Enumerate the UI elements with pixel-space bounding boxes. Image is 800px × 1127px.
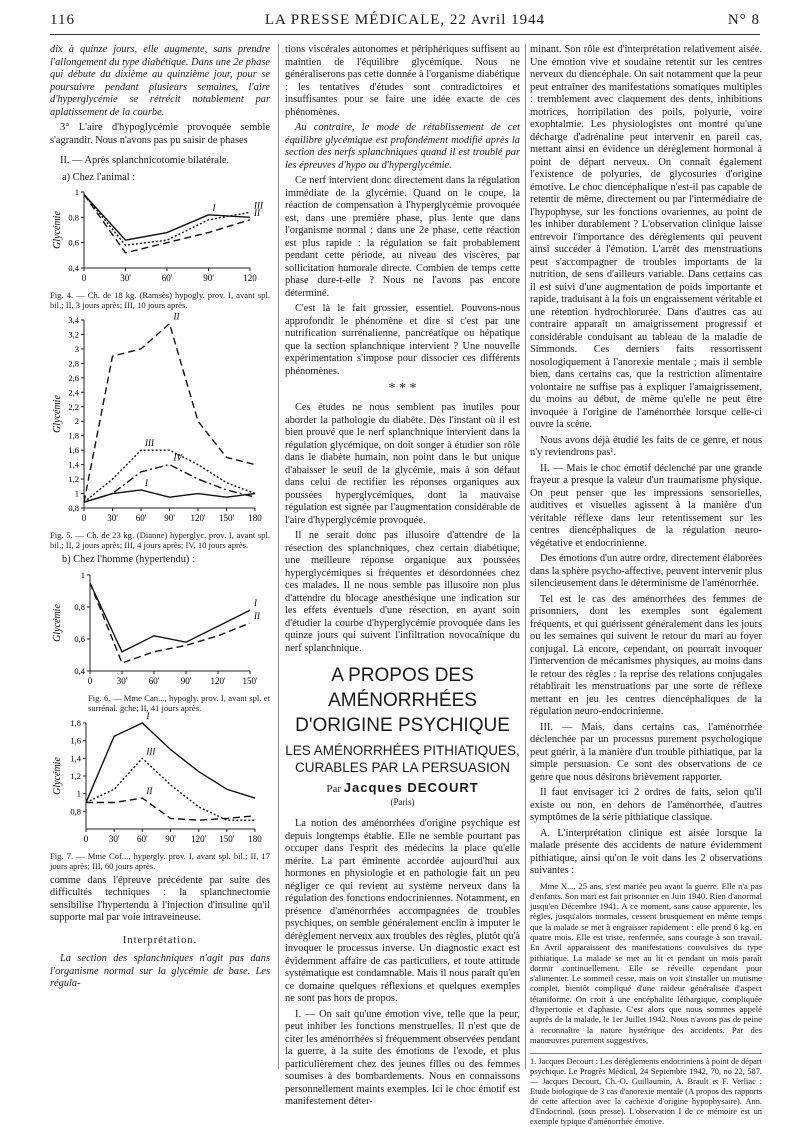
paragraph: II. — Mais le choc émotif déclenché par une grande frayeur a presque la valeur d'un traumatisme physique. On peut penser que les impressions sensorielles, auditives et visuelles agissent à la manière d'un véritable réflexe dans leur retentissement sur les centres diencéphaliques de la régulation neuro-végétative et endocrinienne. xyxy=(530,462,762,549)
series-line xyxy=(84,490,255,502)
column-2 xyxy=(285,44,520,1107)
article-subtitle-line2: CURABLES PAR LA PERSUASION xyxy=(294,760,511,775)
x-tick-label: 30' xyxy=(107,513,118,523)
x-tick-label: 60' xyxy=(148,675,160,686)
series-label: II xyxy=(173,311,180,322)
x-tick-label: 120 xyxy=(243,273,257,283)
series-label: III xyxy=(146,745,156,756)
series-label: II xyxy=(254,610,260,621)
footnote: 1. Jacques Decourt : Les dérèglements endocriniens à point de départ psychique. Le Progrès Médical, 24 Septembre 1942, 70, no 22, 587. — Jacques Decourt, Ch.-O. Guillaumin, A. Brault et F. Verliac : Etude biologique de 3 cas d'anorexie mentale (A propos des rapports de cette affection avec la cachexie d'origine hypophysaire). Ann. d'Endocrinol. (sous presse). L'observation I de ce mémoire est un exemple typique d'aménorrhée émotive. xyxy=(530,1053,762,1127)
y-tick-label: 1,8 xyxy=(68,430,79,441)
paragraph: La notion des aménorrhées d'origine psychique est depuis longtemps établie. Elle ne semble pourtant pas occuper dans l'esprit des médecins la place qu'elle mérite. La part éminente accordée aujourd'hui aux hormones en physiologie et en pathologie fait un peu négliger ce qui revient au système nerveux dans la régulation des fonctions endocriniennes. Notamment, en présence d'aménorrhées accompagnées de troubles psychiques, on semble généralement enclin à imputer le dérèglement nerveux aux troubles des règles, plutôt qu'à invoquer le processus inverse. Un diagnostic exact est évidemment affaire de cas particuliers, et toute attitude systématique est condamnable. Mais il nous paraît qu'en ce domaine quelques réflexions et quelques exemples ne sont pas hors de propos. xyxy=(285,818,520,1004)
series-label: IV xyxy=(173,452,182,463)
figure-caption: Fig. 5. — Ch. de 23 kg. (Dianne) hyperglyc. prov. I, avant spl. bil.; II, 2 jours après; III, 4 jours après; IV, 10 jours après. xyxy=(50,530,270,550)
paragraph: Il ne serait donc pas illusoire d'attendre de la résection des splanchniques, chez certain diabétique, une meilleure réponse organique aux poussées hyperglycémiques si fréquentes et désordonnées chez ces malades. Il ne nous semble pas illusoire non plus d'attendre du blocage anesthésique une indication sur les effets éventuels d'une résection, en ayant soin d'étudier la courbe d'hyperglycémie provoquée dans les quinze jours qui suivent l'infiltration novocaïnique du nerf splanchnique. xyxy=(285,530,520,654)
y-tick-label: 0,6 xyxy=(68,237,79,248)
x-tick-label: 0 xyxy=(81,513,87,523)
article-subtitle-line1: LES AMÉNORRHÉES PITHIATIQUES, xyxy=(285,743,520,758)
x-tick-label: 180 xyxy=(248,513,262,523)
y-tick-label: 1 xyxy=(74,187,79,197)
column-1 xyxy=(50,44,270,1074)
x-tick-label: 150' xyxy=(218,513,235,523)
series-line xyxy=(86,798,255,820)
paragraph: La section des splanchniques n'agit pas dans l'organisme normal sur la glycémie de base. Les régula- xyxy=(50,953,270,989)
y-tick-label: 1,8 xyxy=(70,717,81,728)
y-tick-label: 0,8 xyxy=(68,503,79,513)
y-tick-label: 1 xyxy=(76,788,81,799)
y-tick-label: 2,4 xyxy=(68,387,79,398)
x-tick-label: 120' xyxy=(191,833,207,844)
series-line xyxy=(86,758,255,820)
y-tick-label: 1,6 xyxy=(70,735,81,746)
y-tick-label: 2,8 xyxy=(68,358,79,369)
x-tick-label: 90' xyxy=(203,273,214,283)
paragraph: Au contraire, le mode de rétablissement de cet équilibre glycémique est profondément modifié après la section des nerfs splanchniques quand il est troublé par les épreuves d'hypo ou d'hyperglycémie. xyxy=(285,122,520,171)
paragraph: C'est là le fait grossier, essentiel. Pouvons-nous approfondir le phénomène et dire si c'est par une nutrification surrénalienne, pancréatique ou hépatique que la section splanchnique intervient ? Une nouvelle expérimentation s'impose pour dissocier ces différents phénomènes. xyxy=(285,303,520,377)
y-axis-label: Glycémie xyxy=(52,603,63,642)
paragraph: I. — On sait qu'une émotion vive, telle que la peur, peut inhiber les fonctions menstruelles. Il n'est que de citer les aménorrhées si fréquemment observées pendant la guerre, à la suite des émotions de l'exode, et plus particulièrement chez des jeunes filles ou des femmes soumises à des bombardements. Nous en connaissons personnellement maints exemples. Ici le choc émotif est manifestement déter- xyxy=(285,1008,520,1107)
y-tick-label: 2 xyxy=(74,416,79,427)
x-tick-label: 0 xyxy=(83,833,89,844)
x-tick-label: 30' xyxy=(116,675,128,686)
y-tick-label: 0,4 xyxy=(68,263,79,273)
y-tick-label: 2,2 xyxy=(68,401,79,412)
series-label: III xyxy=(145,438,154,449)
y-tick-label: 3,4 xyxy=(68,315,79,325)
column-3 xyxy=(530,44,762,1127)
paragraph: tions viscérales autonomes et périphériques suffisent au maintien de l'équilibre glycémique. Nous ne généraliserons pas cette donnée à l'organisme diabétique : les tentatives d'études sont contradictoires et insuffisantes pour se faire une idée exacte de ces phénomènes. xyxy=(285,44,520,118)
section-separator: * * * xyxy=(388,381,417,396)
paragraph: Tel est le cas des aménorrhées des femmes de prisonniers, dont les exemples sont également fréquents, et qui guérissent généralement dans les jours ou les semaines qui suivent le retour du mari au foyer conjugal. Là encore, cependant, on pourrait invoquer l'intervention de mécanismes physiques, au moins dans le retour des règles : la reprise des relations conjugales rétablirait les menstruations par une sorte de réflexe mettant en jeu les centres diencéphaliques de la régulation neuro-endocrinienne. xyxy=(530,593,762,717)
article-author xyxy=(285,782,520,796)
paragraph: A. L'interprétation clinique est aisée lorsque la malade présente des accidents de nature évidemment pithiatique, ainsi qu'on le voit dans les 2 observations suivantes : xyxy=(530,827,762,876)
paragraph: Ce nerf intervient donc directement dans la régulation immédiate de la glycémie. Quand on le coupe, la réaction de compensation à l'hyperglycémie provoquée est, dans une première phase, plus lente que dans l'organisme normal ; dans une 2e phase, cette réaction est plus rapide : la régulation se fait probablement pendant cette période, au niveau des viscères, par sollicitation humorale directe. Combien de temps cette phase dure-t-elle ? Nous ne l'avons pas encore déterminé. xyxy=(285,175,520,299)
x-tick-label: 120' xyxy=(190,513,206,523)
series-label: I xyxy=(146,710,150,721)
subheading: a) Chez l'animal : xyxy=(62,171,136,183)
series-line xyxy=(84,195,250,246)
y-tick-label: 1 xyxy=(80,569,85,580)
x-tick-label: 90' xyxy=(180,675,192,686)
y-axis-label: Glycémie xyxy=(52,756,63,795)
series-label: II xyxy=(146,785,153,796)
figure-6-chart xyxy=(50,569,270,693)
y-tick-label: 1,2 xyxy=(68,474,79,485)
series-line xyxy=(84,195,250,253)
subheading: b) Chez l'homme (hypertendu) : xyxy=(62,554,195,565)
x-tick-label: 150' xyxy=(219,833,235,844)
paragraph: minant. Son rôle est d'interprétation relativement aisée. Une émotion vive et soudaine retentit sur les centres nerveux du diencéphale. On sait notamment que la peur peut entraîner des manifestations somatiques multiples : tremblement avec claquement des dents, inhibitions motrices, horripilation des poils, polyurie, voire exophtalmie. Les physiologistes ont montré qu'une décharge d'adrénaline peut intervenir en pareil cas, mettant ainsi en évidence un dérèglement hormonal à point de départ nerveux. On connaît également l'existence de polyuries, de glycosuries d'origine émotive. Le choc diencéphalique n'est-il pas capable de retentir de même, directement ou par l'intermédiaire de l'hypophyse, sur les fonctions ovariennes, au point de les inhiber durablement ? L'observation clinique laisse entrevoir l'importance des dérèglements qui peuvent ainsi succéder à l'émotion. L'arrêt des menstruations peut s'accompagner de troubles importants de la nutrition, de sens d'ailleurs variable. Dans certains cas il est suivi d'une augmentation de poids importante et rapide, traduisant à la fois un engraissement véritable et une rétention hydrochlorurée. Dans d'autres cas au contraire apparaît un amaigrissement progressif et considérable conduisant au tableau de la maladie de Simmonds. Ces derniers faits ressortissent nosologiquement à l'anorexie mentale ; mais il semble bien, dans certains cas, que la restriction alimentaire volontaire ne suffise pas à expliquer l'amaigrissement, du moins au début, de même qu'elle ne peut être invoquée à l'origine de l'aménorrhée lorsque celle-ci ouvre la scène. xyxy=(530,44,762,430)
x-tick-label: 0 xyxy=(87,675,93,686)
y-tick-label: 1,2 xyxy=(70,770,81,781)
author-prefix: Par xyxy=(326,783,341,795)
series-line xyxy=(84,195,250,241)
y-tick-label: 3,2 xyxy=(68,329,79,340)
page-header xyxy=(50,12,760,34)
figure-7-chart xyxy=(50,710,270,851)
y-tick-label: 1 xyxy=(74,488,79,499)
series-line xyxy=(90,583,250,652)
y-tick-label: 0,4 xyxy=(74,665,85,676)
paragraph: 3° L'aire d'hypoglycémie provoquée semble s'agrandir. Nous n'avons pas pu saisir de phases xyxy=(50,122,270,146)
x-tick-label: 180 xyxy=(248,833,262,844)
series-line xyxy=(90,583,250,663)
header-rule xyxy=(50,34,760,35)
series-label: I xyxy=(145,477,148,488)
paragraph: dix à quinze jours, elle augmente, sans prendre l'allongement du type diabétique. Dans une 2e phase qui débute du dixième au quinzième jour, pour se poursuivre pendant plusieurs semaines, l'aire d'hyperglycémie se rétrécit notablement par aplatissement de la courbe. xyxy=(50,44,270,118)
series-label: II xyxy=(254,207,260,218)
y-tick-label: 0,8 xyxy=(68,212,79,223)
figure-caption: Fig. 4. — Ch. de 18 kg. (Ramsès) hypogly. prov. I, avant spl. bil.; II, 3 jours après; III, 10 jours après. xyxy=(50,290,270,310)
x-tick-label: 120' xyxy=(210,675,226,686)
series-label: I xyxy=(212,202,216,213)
y-tick-label: 2,6 xyxy=(68,372,79,383)
author-name: Jacques DECOURT xyxy=(343,780,479,795)
x-tick-label: 60' xyxy=(135,513,147,523)
paragraph: comme dans l'épreuve précédente par suite des difficultés techniques : la splanchnectomie sensibilise l'hypertendu à l'injection d'insuline qu'il supporte mal par voie intraveineuse. xyxy=(50,874,270,923)
article-title-line1: A PROPOS DES AMÉNORRHÉES xyxy=(328,665,477,711)
y-tick-label: 1,6 xyxy=(68,445,79,456)
page-number: 116 xyxy=(50,12,75,28)
series-label: III xyxy=(254,200,263,211)
x-tick-label: 90' xyxy=(164,513,175,523)
y-tick-label: 3 xyxy=(74,343,79,354)
x-tick-label: 60' xyxy=(137,833,148,844)
x-tick-label: 0 xyxy=(81,273,87,283)
author-place: (Paris) xyxy=(390,796,415,807)
journal-title: LA PRESSE MÉDICALE, 22 Avril 1944 xyxy=(264,12,546,28)
y-tick-label: 1,4 xyxy=(70,752,81,763)
article-title-line2: D'ORIGINE PSYCHIQUE xyxy=(295,715,510,736)
x-tick-label: 150' xyxy=(242,675,258,686)
paragraph: Il faut envisager ici 2 ordres de faits, selon qu'il existe ou non, en dehors de l'aménorrhée, d'autres symptômes de la série pithiatique classique. xyxy=(530,787,762,823)
y-axis-label: Glycémie xyxy=(52,211,63,249)
column-divider xyxy=(278,44,279,1069)
x-tick-label: 30' xyxy=(120,273,131,283)
y-tick-label: 0,8 xyxy=(70,805,81,816)
x-tick-label: 60' xyxy=(161,273,173,283)
y-tick-label: 1,4 xyxy=(68,459,79,470)
figure-4-chart xyxy=(50,186,270,290)
y-tick-label: 0,8 xyxy=(74,601,85,612)
paragraph: Ces études ne nous semblent pas inutiles pour aborder la pathologie du diabète. Dès l'instant où il est bien prouvé que le nerf splanchnique intervient dans la régulation glycémique, on doit songer à étudier son rôle dans le diabète humain, non point dans le but unique d'abaisser le seuil de la glycémie, mais à son défaut dans celui de rectifier les réponses organiques aux poussées hyperglycémiques, dont la mauvaise régulation est signée par l'augmentation considérable de l'aire d'hyperglycémie provoquée. xyxy=(285,402,520,526)
paragraph: III. — Mais, dans certains cas, l'aménorrhée déclenchée par un processus purement psychologique peut guérir, à la manière d'un trouble pithiatique, par la simple persuasion. Ce sont des observations de ce genre que nous désirons brièvement rapporter. xyxy=(530,721,762,783)
figure-caption: Fig. 7. — Mme Cof..., hypergly. prov. I, avant spl. bil.; II, 17 jours après; III, 60 jours après. xyxy=(50,850,270,871)
paragraph: Nous avons déjà étudié les faits de ce genre, et nous n'y reviendrons pas¹. xyxy=(530,434,762,458)
section-heading: Interprétation. xyxy=(122,934,198,946)
paragraph: Des émotions d'un autre ordre, directement élaborées dans la sphère psycho-affective, peuvent intervenir plus silencieusement dans le déterminisme de l'aménorrhée. xyxy=(530,553,762,589)
section-heading: II. — Après splanchnicotomie bilatérale. xyxy=(60,155,230,166)
figure-5-chart xyxy=(50,311,270,530)
figure-caption: Fig. 6. — Mme Can..., hypogly. prov. I, avant spl. et surrénal. gche; II, 41 jours après. xyxy=(88,692,270,713)
y-tick-label: 0,6 xyxy=(74,633,85,644)
y-axis-label: Glycémie xyxy=(52,395,63,433)
x-tick-label: 30' xyxy=(108,833,120,844)
x-tick-label: 90' xyxy=(165,833,176,844)
observation-text: Mme X..., 25 ans, s'est mariée peu avant la guerre. Elle n'a pas d'enfants. Son mari est fait prisonnier en Juin 1940. Rien d'anormal jusqu'en Décembre 1941. A ce moment, sans cause apparente, les règles, jusqu'alors normales, cessent brusquement en même temps que la malade se met à engraisser rapidement : elle prend 6 kg. en quatre mois. Elle est triste, renfermée, sans courage à son travail. En Avril apparaissent des manifestations convulsives du type pithiatique. La malade se met au lit et pendant un mois paraît dormir continuellement. Elle se réveille cependant pour s'alimenter. Le sommeil cesse, mais on voit s'installer un mutisme complet, bientôt compliqué d'une raideur généralisée d'aspect tétaniforme. On croit à une encéphalite léthargique, compliquée d'hypertonie et d'aphasie. C'est alors que nous sommes appelé auprès de la malade, le 1er Juillet 1942. Nous n'avons pas de peine à reconnaître la nature hystérique des accidents. Par des manœuvres purement suggestives, xyxy=(530,880,762,1045)
column-divider xyxy=(525,44,526,1069)
issue-number: N° 8 xyxy=(727,12,760,28)
series-line xyxy=(84,324,255,503)
series-label: I xyxy=(254,597,257,608)
